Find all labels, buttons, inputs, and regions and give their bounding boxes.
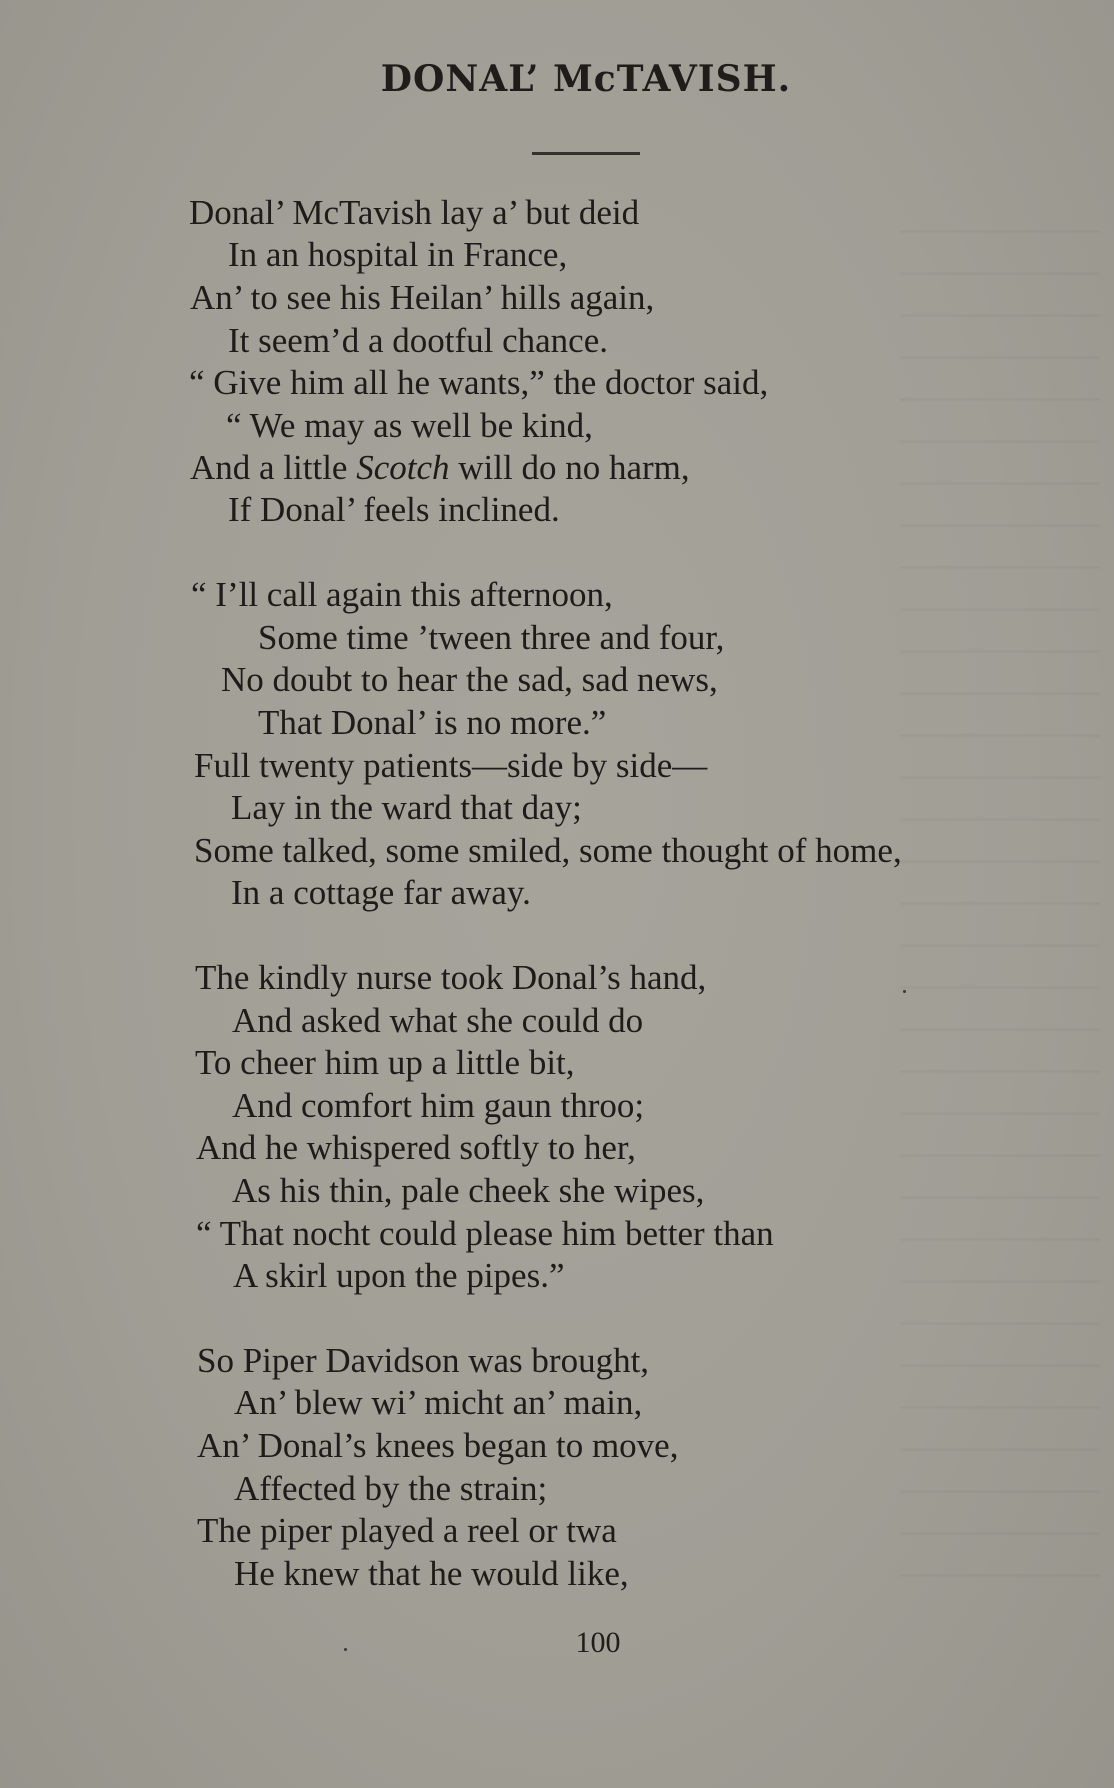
poem-line: The piper played a reel or twa [197,1511,617,1550]
poem-line: An’ blew wi’ micht an’ main, [234,1383,643,1422]
paper-speck [344,1648,347,1651]
poem-line: And asked what she could do [232,1001,644,1040]
poem-line: Some talked, some smiled, some thought of home, [194,831,902,870]
title-divider [532,152,640,155]
poem-line: Lay in the ward that day; [231,788,582,827]
paper-speck [903,990,906,993]
poem-line: Some time ’tween three and four, [258,618,725,657]
poem-line: “ Give him all he wants,” the doctor said, [189,363,769,402]
poem-line: And a little Scotch will do no harm, [190,448,690,487]
poem-line: As his thin, pale cheek she wipes, [232,1171,705,1210]
show-through-texture [900,200,1100,1600]
poem-line: Affected by the strain; [234,1469,548,1508]
poem-title: DONAL’ McTAVISH. [380,58,792,100]
poem-line: Full twenty patients—side by side— [194,746,708,785]
poem-line: “ That nocht could please him better than [196,1214,774,1253]
poem-line: If Donal’ feels inclined. [228,490,560,529]
page-number: 100 [575,1626,621,1659]
poem-line: And he whispered softly to her, [196,1128,636,1167]
poem-line: And comfort him gaun throo; [232,1086,645,1125]
poem-line: A skirl upon the pipes.” [233,1256,565,1295]
poem-line: To cheer him up a little bit, [195,1043,575,1082]
poem-line: “ We may as well be kind, [226,406,593,445]
poem-line: An’ to see his Heilan’ hills again, [190,278,655,317]
poem-line: He knew that he would like, [234,1554,629,1593]
poem-line: That Donal’ is no more.” [258,703,607,742]
poem-line: The kindly nurse took Donal’s hand, [195,958,707,997]
poem-line: In an hospital in France, [228,235,568,274]
poem-line: It seem’d a dootful chance. [228,321,608,360]
poem-line: An’ Donal’s knees began to move, [197,1426,679,1465]
poem-line: In a cottage far away. [231,873,531,912]
poem-line: Donal’ McTavish lay a’ but deid [189,193,640,232]
poem-line: So Piper Davidson was brought, [197,1341,650,1380]
poem-line: “ I’ll call again this afternoon, [191,575,613,614]
poem-line: No doubt to hear the sad, sad news, [221,660,718,699]
